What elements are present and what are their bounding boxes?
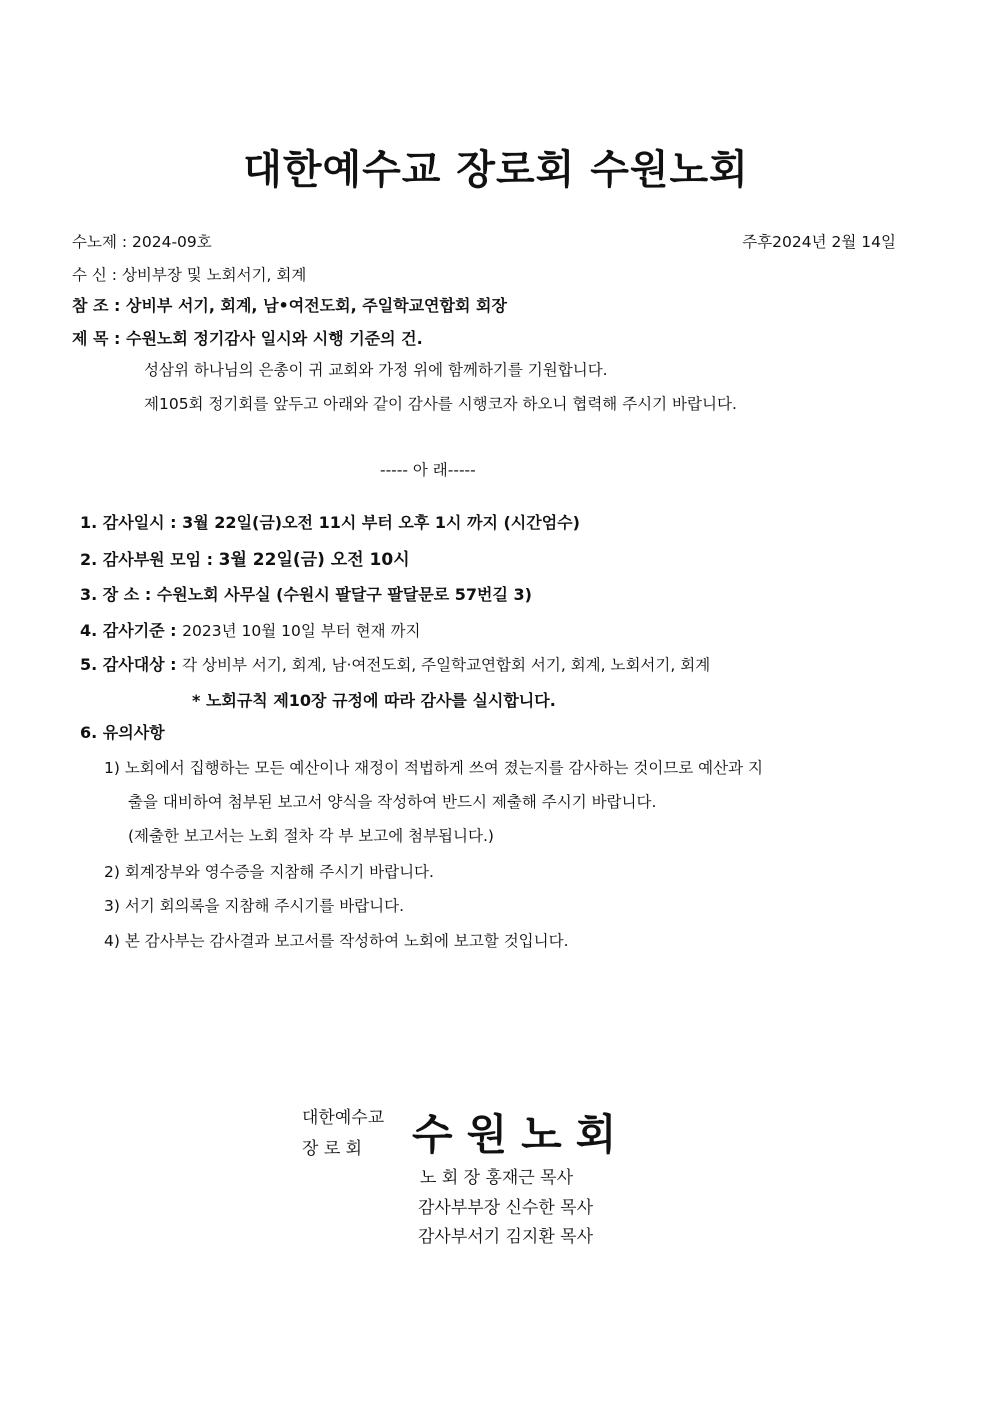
- note-4: 4) 본 감사부는 감사결과 보고서를 작성하여 노회에 보고할 것입니다.: [104, 932, 569, 950]
- document-number: 수노제 : 2024-09호: [72, 233, 212, 251]
- note-3: 3) 서기 회의록을 지참해 주시기를 바랍니다.: [104, 897, 405, 915]
- recipient-line: 수 신 : 상비부장 및 노회서기, 회계: [72, 266, 307, 284]
- signature-audit-vice-head: 감사부부장 신수한 목사: [418, 1198, 594, 1218]
- greeting-line: 성삼위 하나님의 은총이 귀 교회와 가정 위에 함께하기를 기원합니다.: [144, 361, 608, 379]
- item-audit-basis: [80, 618, 420, 641]
- signature-org-line-1: 대한예수교: [302, 1108, 385, 1128]
- note-1-line-1: 1) 노회에서 집행하는 모든 예산이나 재정이 적법하게 쓰여 졌는지를 감사하는 것이므로 예산과 지: [104, 759, 763, 777]
- item-notes-heading: 6. 유의사항: [80, 723, 165, 742]
- subject-line: 제 목 : 수원노회 정기감사 일시와 시행 기준의 건.: [72, 329, 423, 348]
- note-1-line-2: 출을 대비하여 첨부된 보고서 양식을 작성하여 반드시 제출해 주시기 바랍니다.: [128, 793, 657, 811]
- note-1-line-3: (제출한 보고서는 노회 절차 각 부 보고에 첨부됩니다.): [128, 827, 494, 845]
- signature-org-line-2: 장 로 회: [302, 1139, 363, 1159]
- document-date: 주후2024년 2월 14일: [742, 233, 896, 251]
- item-audit-meeting-value: 3월 22일(금) 오전 10시: [218, 550, 410, 570]
- signature-president: 노 회 장 홍재근 목사: [420, 1168, 573, 1188]
- signature-org-name: 수원노회: [412, 1110, 631, 1159]
- item-audit-meeting: [80, 545, 410, 570]
- request-line: 제105회 정기회를 앞두고 아래와 같이 감사를 시행코자 하오니 협력해 주시기 바랍니다.: [144, 395, 737, 413]
- signature-audit-secretary: 감사부서기 김지환 목사: [418, 1227, 594, 1247]
- item-audit-targets-value: 각 상비부 서기, 회계, 남·여전도회, 주일학교연합회 서기, 회계, 노회서기, 회계: [182, 656, 711, 674]
- item-audit-targets: [80, 652, 710, 675]
- note-2: 2) 회계장부와 영수증을 지참해 주시기 바랍니다.: [104, 863, 434, 881]
- item-audit-basis-label: 4. 감사기준 :: [80, 621, 183, 640]
- page-title: 대한예수교 장로회 수원노회: [243, 146, 749, 193]
- item-audit-targets-note: * 노회규칙 제10장 규정에 따라 감사를 실시합니다.: [192, 691, 556, 710]
- item-audit-place: 3. 장 소 : 수원노회 사무실 (수원시 팔달구 팔달문로 57번길 3): [80, 585, 532, 604]
- reference-line: 참 조 : 상비부 서기, 회계, 남•여전도회, 주일학교연합회 회장: [72, 296, 507, 315]
- item-audit-targets-label: 5. 감사대상 :: [80, 655, 183, 674]
- item-audit-meeting-label: 2. 감사부원 모임 :: [80, 550, 219, 569]
- section-divider: ----- 아 래-----: [380, 461, 476, 479]
- item-audit-basis-value: 2023년 10월 10일 부터 현재 까지: [182, 622, 421, 640]
- item-audit-date: 1. 감사일시 : 3월 22일(금)오전 11시 부터 오후 1시 까지 (시간엄수): [80, 513, 580, 532]
